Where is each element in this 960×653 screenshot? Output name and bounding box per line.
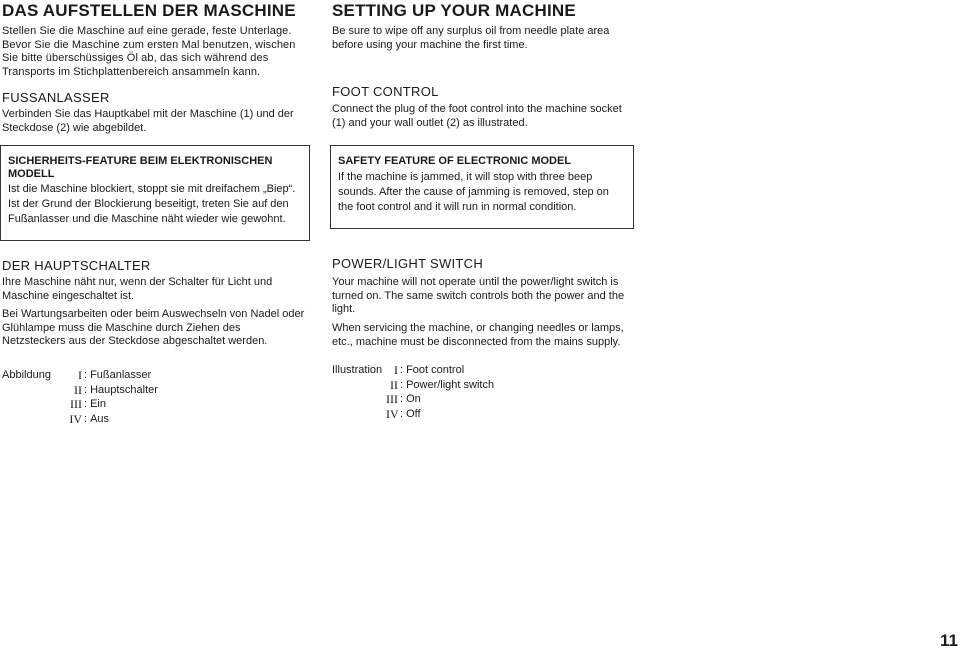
english-foot-heading: FOOT CONTROL	[332, 84, 439, 99]
english-foot-text: Connect the plug of the foot control into the machine socket (1) and your wall outlet (2) as illustrated.	[332, 103, 622, 129]
legend-numeral: IV	[69, 411, 82, 426]
german-foot-heading: FUSSANLASSER	[2, 90, 110, 105]
english-safety-box	[330, 145, 634, 229]
german-legend: Abbildung I : Fußanlasser II : Hauptschalter III : Ein IV : Aus	[2, 368, 158, 426]
english-switch-heading: POWER/LIGHT SWITCH	[332, 256, 484, 271]
legend-numeral: II	[74, 382, 82, 397]
legend-item-text: Hauptschalter	[90, 383, 158, 396]
english-safety-text: If the machine is jammed, it will stop with three beep sounds. After the cause of jamming is removed, step on the foot control and it will run in normal condition.	[338, 171, 609, 213]
english-intro: Be sure to wipe off any surplus oil from needle plate area before using your machine the first time.	[332, 25, 610, 51]
legend-numeral: II	[390, 377, 398, 392]
english-switch-text-2: When servicing the machine, or changing needles or lamps, etc., machine must be disconnected from the mains supply.	[332, 322, 624, 348]
german-switch-text-2: Bei Wartungsarbeiten oder beim Auswechseln von Nadel oder Glühlampe muss die Maschine durch Ziehen des Netzsteckers aus der Steckdose abgeschaltet werden.	[2, 308, 305, 347]
german-safety-heading: SICHERHEITS-FEATURE BEIM ELEKTRONISCHEN MODELL	[8, 155, 273, 180]
german-safety-text: Ist die Maschine blockiert, stoppt sie mit dreifachem „Biep“. Ist der Grund der Blockierung beseitigt, treten Sie auf den Fußanlasser und die Maschine näht wieder wie gewohnt.	[8, 183, 296, 225]
page-number: 11	[940, 631, 958, 650]
english-title: SETTING UP YOUR MACHINE	[332, 1, 576, 20]
legend-item-text: Ein	[90, 398, 106, 411]
english-legend-label: Illustration	[332, 364, 383, 377]
english-safety-heading: SAFETY FEATURE OF ELECTRONIC MODEL	[338, 155, 572, 167]
english-switch-text-1: Your machine will not operate until the power/light switch is turned on. The same switch controls both the power and the light.	[332, 276, 625, 315]
german-switch-heading: DER HAUPTSCHALTER	[2, 258, 151, 273]
german-safety-box	[0, 145, 310, 241]
legend-item-text: On	[406, 393, 421, 406]
legend-numeral: III	[386, 392, 398, 407]
german-foot-text: Verbinden Sie das Hauptkabel mit der Maschine (1) und der Steckdose (2) wie abgebildet.	[2, 108, 294, 134]
german-title: DAS AUFSTELLEN DER MASCHINE	[2, 1, 296, 20]
english-legend: Illustration I : Foot control II : Power/light switch III : On IV : Off	[332, 363, 495, 421]
legend-numeral: I	[394, 363, 398, 378]
legend-numeral: IV	[386, 406, 399, 421]
legend-numeral: III	[70, 397, 82, 412]
legend-numeral: I	[78, 368, 82, 383]
legend-item-text: Aus	[90, 412, 110, 425]
legend-item-text: Off	[406, 407, 421, 420]
legend-item-text: Power/light switch	[406, 378, 495, 391]
german-legend-label: Abbildung	[2, 369, 51, 382]
german-intro: Stellen Sie die Maschine auf eine gerade, feste Unterlage. Bevor Sie die Maschine zum ersten Mal benutzen, wischen Sie bitte überschüssiges Öl ab, das sich während des Transports im Stichplattenbereich ansammeln kann.	[2, 25, 296, 78]
legend-item-text: Fußanlasser	[90, 369, 152, 382]
german-switch-text-1: Ihre Maschine näht nur, wenn der Schalter für Licht und Maschine eingeschaltet ist.	[2, 276, 273, 302]
legend-item-text: Foot control	[406, 364, 465, 377]
